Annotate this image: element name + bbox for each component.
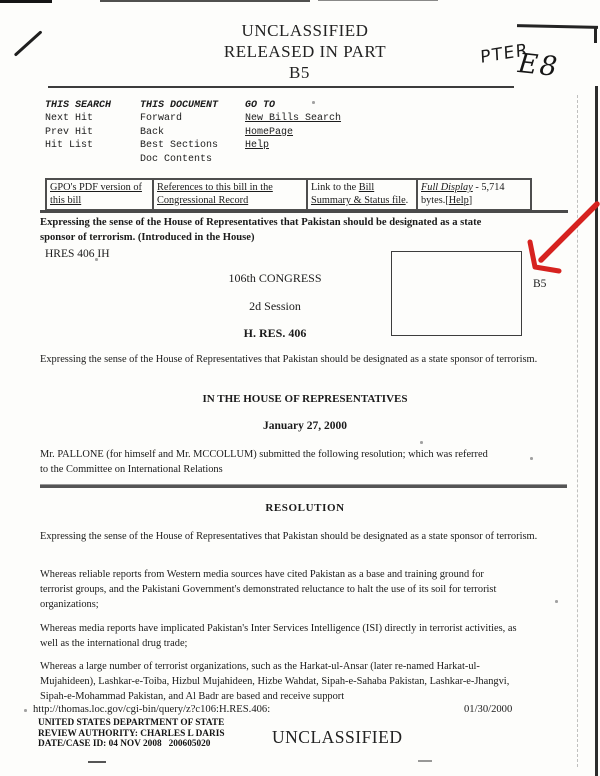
whereas-clause: Whereas reliable reports from Western media sources have cited Pakistan as a base and training ground for terrorist groups, and the Pakistani Government's demonstrated reluctance to halt the use of its soil for terrorist organizations; bbox=[40, 569, 497, 610]
byte-size-text: - 5,714 bytes.[ bbox=[421, 182, 505, 206]
chamber-heading: IN THE HOUSE OF REPRESENTATIVES bbox=[202, 393, 408, 405]
help-link[interactable]: Help bbox=[448, 195, 469, 206]
congressional-record-link[interactable]: References to this bill in the Congressional Record bbox=[157, 182, 273, 206]
gpo-pdf-link[interactable]: GPO's PDF version of this bill bbox=[50, 182, 142, 206]
congress-number: 106th CONGRESS bbox=[228, 271, 322, 285]
bill-number: H. RES. 406 bbox=[243, 326, 307, 340]
nav-item-hit-list: Hit List bbox=[45, 140, 94, 152]
date-case-id: DATE/CASE ID: 04 NOV 2008 200605020 bbox=[38, 739, 211, 750]
bottom-classification-stamp: UNCLASSIFIED bbox=[272, 727, 403, 747]
agency-name: UNITED STATES DEPARTMENT OF STATE bbox=[38, 718, 225, 728]
whereas-clause: Whereas a large number of terrorist organizations, such as the Harkat-ul-Ansar (later re-named Harkat-ul-Mujahideen), Lashkar-e-Toiba, Hizbul Mujahideen, Hizbe Wahdat, Sipah-e-Sahaba Pakistan, Lashkar-e-Jhangvi, Sipah-e-Mohammad Pakistan, and Al Badr are based and receive support bbox=[40, 661, 510, 702]
nav-link-help[interactable]: Help bbox=[245, 140, 270, 152]
introduction-date: January 27, 2000 bbox=[262, 420, 348, 432]
bill-summary-paragraph: Expressing the sense of the House of Representatives that Pakistan should be designated as a state sponsor of terrorism. bbox=[40, 354, 538, 365]
nav-item-best-sections: Best Sections bbox=[140, 140, 219, 152]
resolution-heading: RESOLUTION bbox=[265, 502, 345, 514]
declassification-stamp bbox=[38, 718, 225, 750]
nav-column-header: GO TO bbox=[245, 100, 276, 111]
nav-column-header: THIS SEARCH bbox=[45, 100, 112, 111]
nav-link-homepage[interactable]: HomePage bbox=[245, 126, 294, 138]
handwritten-annotation: PTER bbox=[479, 40, 530, 68]
nav-item-prev-hit: Prev Hit bbox=[45, 126, 94, 138]
bill-summary-prefix: Link to the bbox=[311, 182, 359, 193]
classification-line: UNCLASSIFIED bbox=[241, 21, 369, 40]
whereas-clause: Whereas media reports have implicated Pakistan's Inter Services Intelligence (ISI) directly in terrorist activities, as well as the international drug trade; bbox=[40, 623, 517, 649]
source-url: http://thomas.loc.gov/cgi-bin/query/z?c106:H.RES.406: bbox=[33, 704, 271, 715]
sponsor-paragraph: Mr. PALLONE (for himself and Mr. MCCOLLUM) submitted the following resolution; which was referred to the Committee on International Relations bbox=[40, 449, 488, 475]
bill-summary-link[interactable]: Bill Summary & Status file bbox=[311, 182, 406, 206]
nav-column-header: THIS DOCUMENT bbox=[140, 100, 219, 111]
nav-item-doc-contents: Doc Contents bbox=[140, 153, 213, 165]
nav-item-forward: Forward bbox=[140, 113, 183, 125]
classification-exemption: B5 bbox=[289, 63, 310, 82]
bill-title-heading: Expressing the sense of the House of Representatives that Pakistan should be designated as a state sponsor of terrorism. (Introduced in the House) bbox=[40, 217, 482, 243]
handwritten-annotation: E8 bbox=[516, 47, 561, 84]
redaction-exemption-label: B5 bbox=[533, 278, 547, 290]
classification-line: RELEASED IN PART bbox=[223, 42, 387, 61]
resolution-summary-paragraph: Expressing the sense of the House of Representatives that Pakistan should be designated as a state sponsor of terrorism. bbox=[40, 531, 538, 542]
horizontal-rule bbox=[40, 485, 567, 488]
bracket-close: ] bbox=[468, 195, 473, 206]
nav-item-back: Back bbox=[140, 126, 165, 138]
session-number: 2d Session bbox=[249, 299, 301, 313]
nav-link-new-bills-search[interactable]: New Bills Search bbox=[245, 113, 342, 125]
bill-summary-suffix: . bbox=[405, 195, 409, 206]
print-date: 01/30/2000 bbox=[464, 704, 513, 715]
full-display-link[interactable]: Full Display bbox=[421, 182, 473, 193]
nav-item-next-hit: Next Hit bbox=[45, 113, 94, 125]
bill-id: HRES 406 IH bbox=[45, 248, 110, 260]
review-authority: REVIEW AUTHORITY: CHARLES L DARIS bbox=[38, 728, 225, 739]
